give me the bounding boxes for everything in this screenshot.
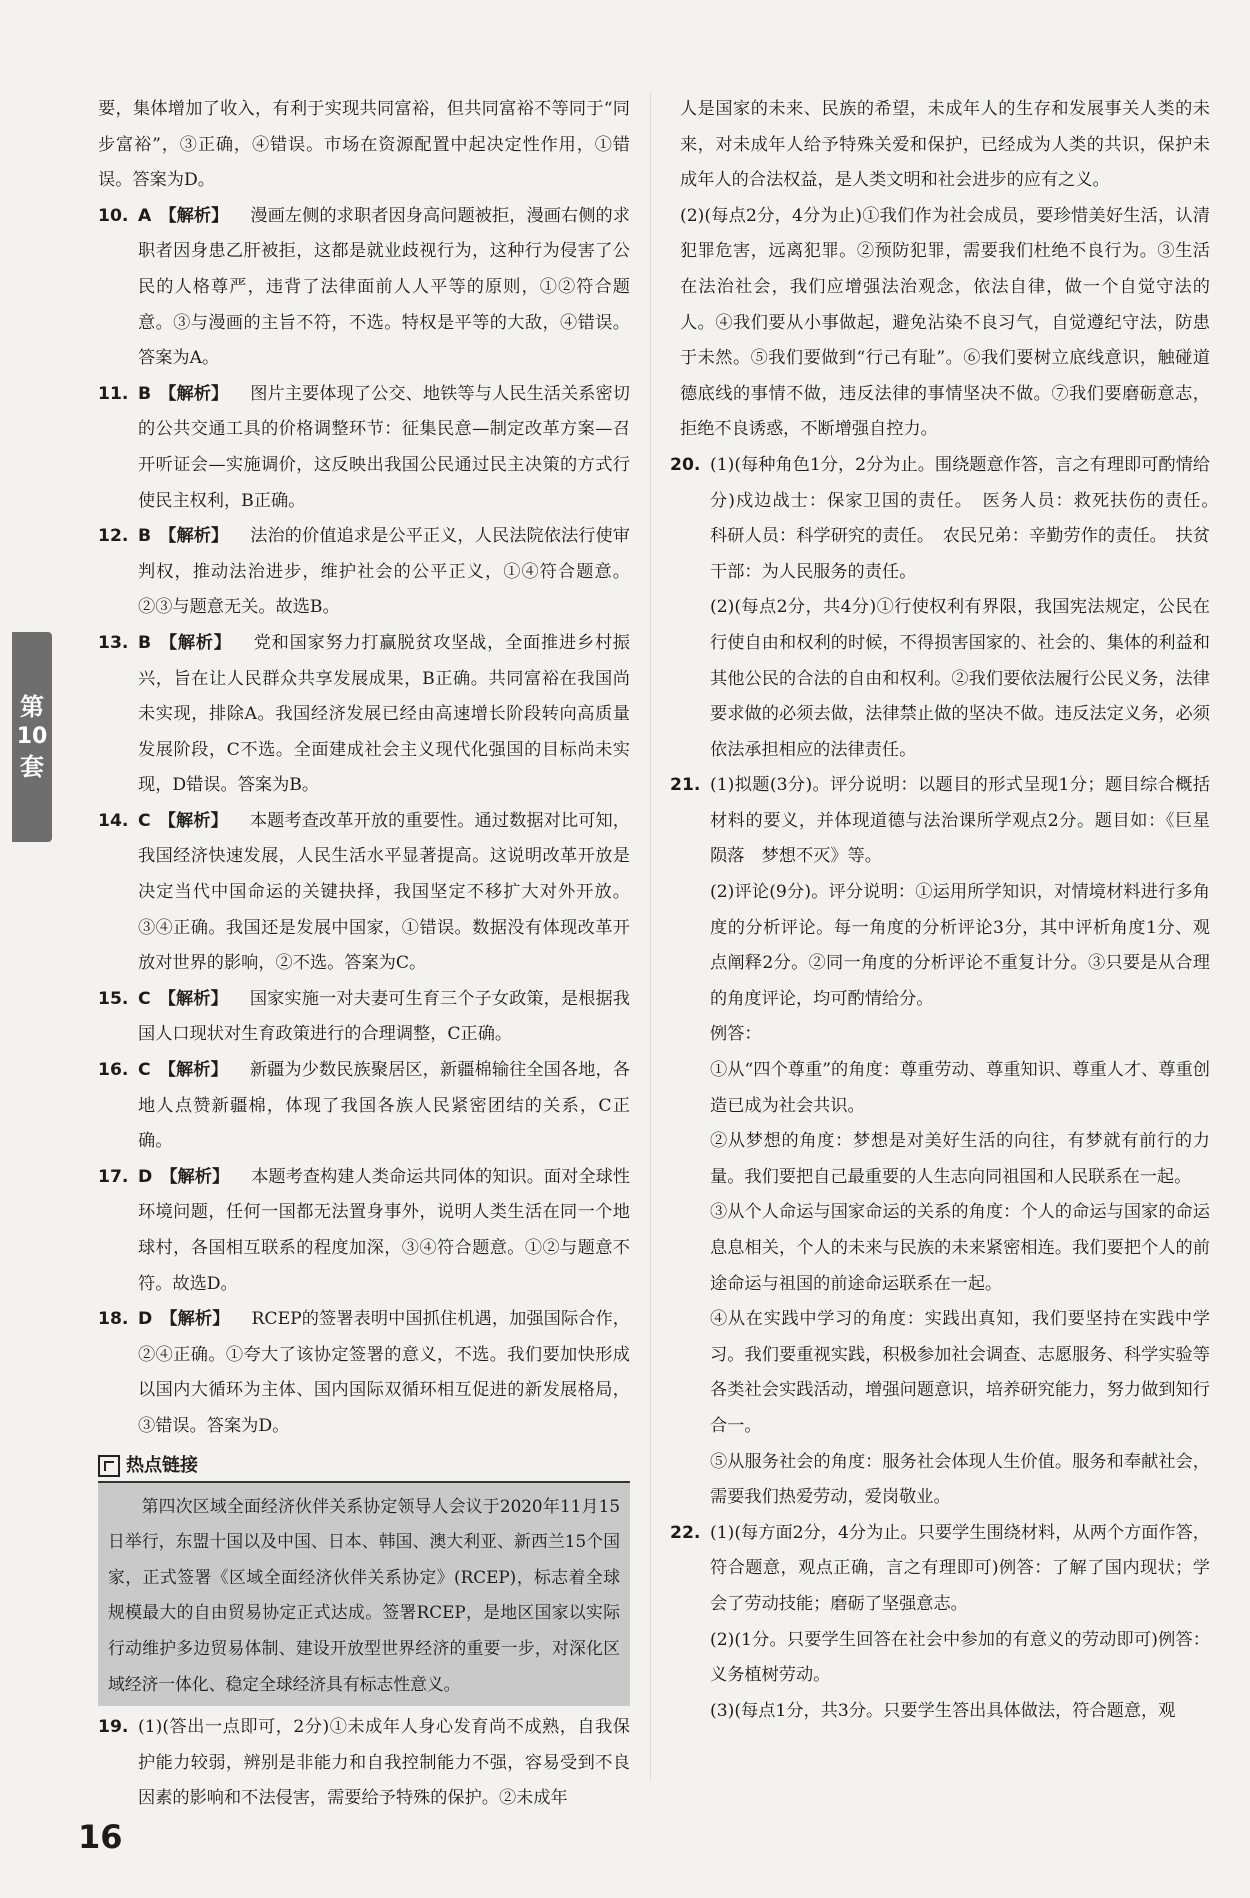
example-5: ⑤从服务社会的角度：服务社会体现人生价值。服务和奉献社会，需要我们热爱劳动，爱岗敬业。 bbox=[710, 1451, 1210, 1508]
hot-link-title: 热点链接 bbox=[126, 1454, 198, 1476]
answer-item-17: 17. D 【解析】 本题考查构建人类命运共同体的知识。面对全球性环境问题，任何一国都无法置身事外，说明人类生活在同一个地球村，各国相互联系的程度加深，③④符合题意。①②与题意不符。故选D。 bbox=[98, 1166, 630, 1294]
example-1: ①从“四个尊重”的角度：尊重劳动、尊重知识、尊重人才、尊重创造已成为社会共识。 bbox=[710, 1060, 1210, 1116]
answer-item-12: 12. B 【解析】 法治的价值追求是公平正义，人民法院依法行使审判权，推动法治进步，维护社会的公平正义，①④符合题意。②③与题意无关。故选B。 bbox=[98, 526, 630, 618]
answer-19-part-2: (2)(每点2分，4分为止)①我们作为社会成员，要珍惜美好生活，认清犯罪危害，远离犯罪。②预防犯罪，需要我们杜绝不良行为。③生活在法治社会，我们应增强法治观念，依法自律，做一个自觉守法的人。④我们要从小事做起，避免沾染不良习气，自觉遵纪守法，防患于未然。⑤我们要做到“行己有耻”。⑥我们要树立底线意识，触碰道德底线的事情不做，违反法律的事情坚决不做。⑦我们要磨砺意志，拒绝不良诱惑，不断增强自控力。 bbox=[680, 205, 1210, 440]
answer-item-18: 18. D 【解析】 RCEP的签署表明中国抓住机遇，加强国际合作，②④正确。①夸大了该协定签署的意义，不选。我们要加快形成以国内大循环为主体、国内国际双循环相互促进的新发展格局，③错误。答案为D。 bbox=[98, 1309, 630, 1436]
answer-item-13: 13. B 【解析】 党和国家努力打赢脱贫攻坚战，全面推进乡村振兴，旨在让人民群众共享发展成果，B正确。共同富裕在我国尚未实现，排除A。我国经济发展已经由高速增长阶段转向高质量发展阶段，C不选。全面建成社会主义现代化强国的目标尚未实现，D错误。答案为B。 bbox=[98, 632, 630, 796]
example-label: 例答： bbox=[710, 1024, 762, 1045]
answer-item-16: 16. C 【解析】 新疆为少数民族聚居区，新疆棉输往全国各地，各地人点赞新疆棉，体现了我国各族人民紧密团结的关系，C正确。 bbox=[98, 1060, 630, 1152]
answer-item-15: 15. C 【解析】 国家实施一对夫妻可生育三个子女政策，是根据我国人口现状对生育政策进行的合理调整，C正确。 bbox=[98, 988, 630, 1045]
answer-item-22: 22. (1)(每方面2分，4分为止。只要学生围绕材料，从两个方面作答，符合题意，观点正确，言之有理即可)例答：了解了国内现状；学会了劳动技能；磨砺了坚强意志。 bbox=[670, 1522, 1210, 1614]
answer-intro: 要，集体增加了收入，有利于实现共同富裕，但共同富裕不等同于“同步富裕”，③正确，④错误。市场在资源配置中起决定性作用，①错误。答案为D。 bbox=[98, 99, 630, 191]
section-tab-char-2: 套 bbox=[20, 753, 44, 781]
answer-19-continued: 人是国家的未来、民族的希望，未成年人的生存和发展事关人类的未来，对未成年人给予特殊关爱和保护，已经成为人类的共识，保护未成年人的合法权益，是人类文明和社会进步的应有之义。 bbox=[680, 99, 1210, 191]
answer-item-14: 14. C 【解析】 本题考查改革开放的重要性。通过数据对比可知，我国经济快速发展，人民生活水平显著提高。这说明改革开放是决定当代中国命运的关键抉择，我国坚定不移扩大对外开放。③④正确。我国还是发展中国家，①错误。数据没有体现改革开放对世界的影响，②不选。答案为C。 bbox=[98, 810, 630, 974]
answer-22-part-3: (3)(每点1分，共3分。只要学生答出具体做法，符合题意，观 bbox=[710, 1700, 1176, 1721]
section-tab bbox=[12, 632, 52, 842]
hot-link-text: 第四次区域全面经济伙伴关系协定领导人会议于2020年11月15日举行，东盟十国以及中国、日本、韩国、澳大利亚、新西兰15个国家，正式签署《区域全面经济伙伴关系协定》(RCEP)，标志着全球规模最大的自由贸易协定正式达成。签署RCEP，是地区国家以实际行动维护多边贸易体制、建设开放型世界经济的重要一步，对深化区域经济一体化、稳定全球经济具有标志性意义。 bbox=[98, 1483, 630, 1707]
answer-22-part-2: (2)(1分。只要学生回答在社会中参加的有意义的劳动即可)例答：义务植树劳动。 bbox=[710, 1629, 1210, 1686]
hot-link-header bbox=[98, 1451, 630, 1483]
answer-20-part-2: (2)(每点2分，共4分)①行使权利有界限，我国宪法规定，公民在行使自由和权利的时候，不得损害国家的、社会的、集体的利益和其他公民的合法的自由和权利。②我们要依法履行公民义务，法律要求做的必须去做，法律禁止做的坚决不做。违反法定义务，必须依法承担相应的法律责任。 bbox=[710, 597, 1210, 760]
column-divider bbox=[650, 92, 651, 1782]
answer-item-11: 11. B 【解析】 图片主要体现了公交、地铁等与人民生活关系密切的公共交通工具的价格调整环节：征集民意—制定改革方案—召开听证会—实施调价，这反映出我国公民通过民主决策的方式行使民主权利，B正确。 bbox=[98, 383, 630, 511]
answer-item-20: 20. (1)(每种角色1分，2分为止。围绕题意作答，言之有理即可酌情给分)戍边战士：保家卫国的责任。 医务人员：救死扶伤的责任。 科研人员：科学研究的责任。 农民兄弟：辛勤劳作的责任。 扶贫干部：为人民服务的责任。 bbox=[670, 454, 1228, 582]
section-tab-number: 10 bbox=[16, 724, 48, 749]
example-2: ②从梦想的角度：梦想是对美好生活的向往，有梦就有前行的力量。我们要把自己最重要的人生志向同祖国和人民联系在一起。 bbox=[710, 1131, 1210, 1187]
answer-21-part-2: (2)评论(9分)。评分说明：①运用所学知识，对情境材料进行多角度的分析评论。每一角度的分析评论3分，其中评析角度1分、观点阐释2分。②同一角度的分析评论不重复计分。③只要是从合理的角度评论，均可酌情给分。 bbox=[710, 882, 1210, 1009]
answer-item-10: 10. A 【解析】 漫画左侧的求职者因身高问题被拒，漫画右侧的求职者因身患乙肝被拒，这都是就业歧视行为，这种行为侵害了公民的人格尊严，违背了法律面前人人平等的原则，①②符合题意。③与漫画的主旨不符，不选。特权是平等的大敌，④错误。答案为A。 bbox=[98, 205, 630, 369]
hot-link-icon bbox=[98, 1455, 120, 1477]
section-tab-char-1: 第 bbox=[20, 693, 44, 721]
page-number: 16 bbox=[78, 1818, 123, 1856]
answer-item-21: 21. (1)拟题(3分)。评分说明：以题目的形式呈现1分；题目综合概括材料的要义，并体现道德与法治课所学观点2分。题目如：《巨星陨落 梦想不灭》等。 bbox=[670, 775, 1210, 867]
answer-item-19: 19. (1)(答出一点即可，2分)①未成年人身心发育尚不成熟，自我保护能力较弱，辨别是非能力和自我控制能力不强，容易受到不良因素的影响和不法侵害，需要给予特殊的保护。②未成年 bbox=[98, 1717, 630, 1809]
example-4: ④从在实践中学习的角度：实践出真知，我们要坚持在实践中学习。我们要重视实践，积极参加社会调查、志愿服务、科学实验等各类社会实践活动，增强问题意识，培养研究能力，努力做到知行合一。 bbox=[710, 1309, 1210, 1436]
right-column bbox=[670, 92, 1228, 1729]
example-3: ③从个人命运与国家命运的关系的角度：个人的命运与国家的命运息息相关，个人的未来与民族的未来紧密相连。我们要把个人的前途命运与祖国的前途命运联系在一起。 bbox=[710, 1202, 1210, 1294]
left-column bbox=[98, 92, 630, 1817]
